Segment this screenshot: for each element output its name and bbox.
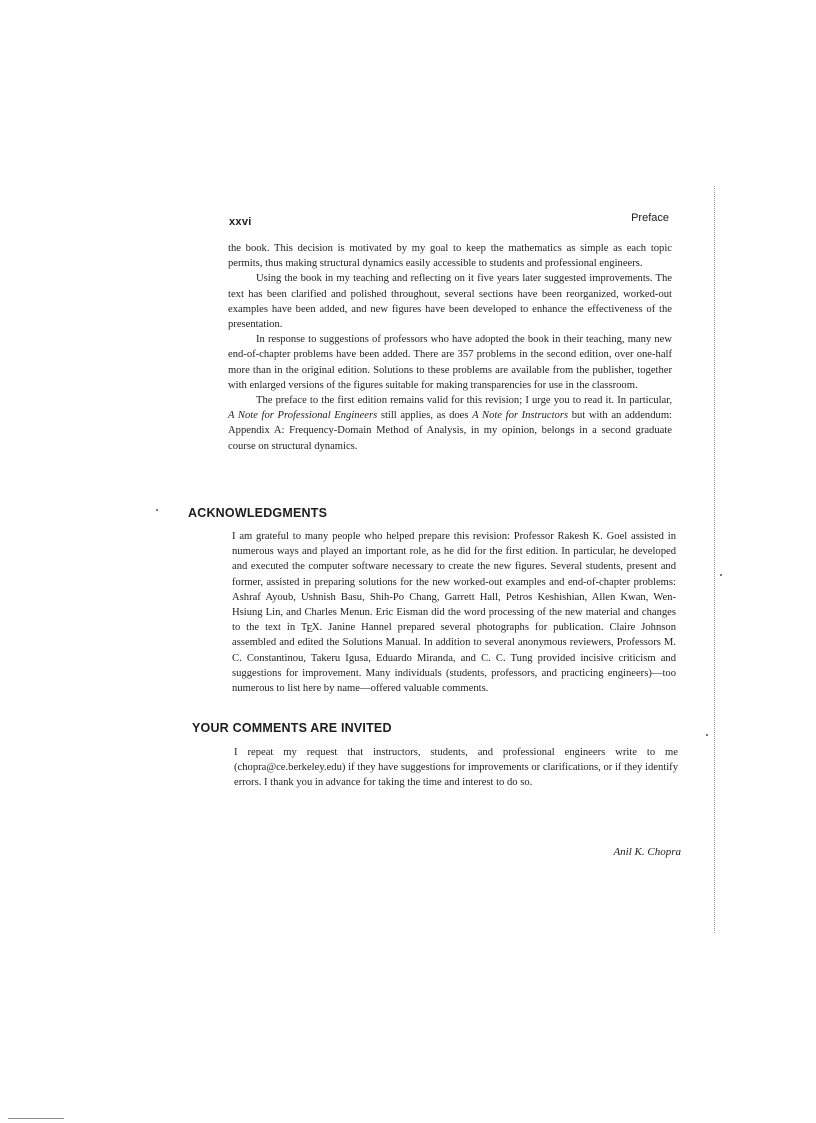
intro-paragraph-1: the book. This decision is motivated by my goal to keep the mathematics as simple as each topic permits, thus making structural dynamics easily accessible to students and professional engineers.	[228, 243, 672, 270]
running-head: Preface	[631, 212, 669, 224]
intro-paragraph-3: In response to suggestions of professors who have adopted the book in their teaching, many new end-of-chapter problems have been added. There are 357 problems in the second edition, over one-half more than in the original edition. Solutions to these problems are available from the publisher, together with enlarged versions of the figures suitable for making transparencies for use in the classroom.	[228, 334, 672, 391]
intro-paragraph-4	[228, 393, 672, 454]
scan-speck	[156, 509, 158, 511]
acknowledgments-heading: ACKNOWLEDGMENTS	[188, 506, 328, 520]
scan-speck	[706, 734, 708, 736]
author-signature: Anil K. Chopra	[613, 846, 681, 858]
acknowledgments-paragraph	[232, 529, 676, 696]
intro-paragraph-4-text-c: but with an addendum: Appendix A: Frequency-Domain Method of Analysis, in my opinion, belongs in a second graduate course on structural dynamics.	[228, 410, 673, 452]
tex-logo: TEX	[300, 622, 320, 636]
note-professional-engineers-title: A Note for Professional Engineers	[228, 410, 378, 422]
acknowledgments-text-b: . Janine Hannel prepared several photographs for publication. Claire Johnson assembled and edited the Solutions Manual. In addition to several anonymous reviewers, Professors M. C. Constantinou, Takeru Igusa, Eduardo Miranda, and C. C. Tung provided incisive criticism and suggestions for improvement. Many individuals (students, professors, and practicing engineers)—too numerous to list here by name—offered valuable comments.	[232, 622, 676, 695]
scan-bottom-rule	[8, 1118, 64, 1119]
intro-paragraph-4-text-a: The preface to the first edition remains valid for this revision; I urge you to read it. In particular,	[256, 395, 672, 407]
intro-paragraph-2: Using the book in my teaching and reflecting on it five years later suggested improvements. The text has been clarified and polished throughout, several sections have been reorganized, worked-out examples have been added, and new figures have been developed to enhance the effectiveness of the presentation.	[228, 273, 672, 331]
acknowledgments-text-a: I am grateful to many people who helped prepare this revision: Professor Rakesh K. Goel assisted in numerous ways and played an important role, as he did for the first edition. In particular, he developed and executed the computer software necessary to create the new figures. Several students, present and former, assisted in preparing solutions for the new worked-out examples and end-of-chapter problems: Ashraf Ayoub, Ushnish Basu, Shih-Po Chang, Garrett Hall, Petros Keshishian, Allen Kwan, Wen-Hsiung Lin, and Charles Menun. Eric Eisman did the word processing of the new material and changes to the text in	[232, 531, 676, 634]
scan-edge-line	[714, 186, 715, 933]
acknowledgments-body	[232, 529, 676, 696]
preface-continuation	[228, 241, 672, 454]
intro-paragraph-4-text-b: still applies, as does	[377, 410, 473, 422]
page-number: xxvi	[229, 216, 252, 228]
scan-speck	[720, 574, 722, 576]
comments-paragraph: I repeat my request that instructors, students, and professional engineers write to me (chopra@ce.berkeley.edu) if they have suggestions for improvements or clarifications, or if they identify errors. I thank you in advance for taking the time and interest to do so.	[234, 747, 678, 789]
comments-body	[234, 745, 678, 791]
note-instructors-title: A Note for Instructors	[472, 410, 569, 422]
comments-heading: YOUR COMMENTS ARE INVITED	[192, 721, 392, 735]
